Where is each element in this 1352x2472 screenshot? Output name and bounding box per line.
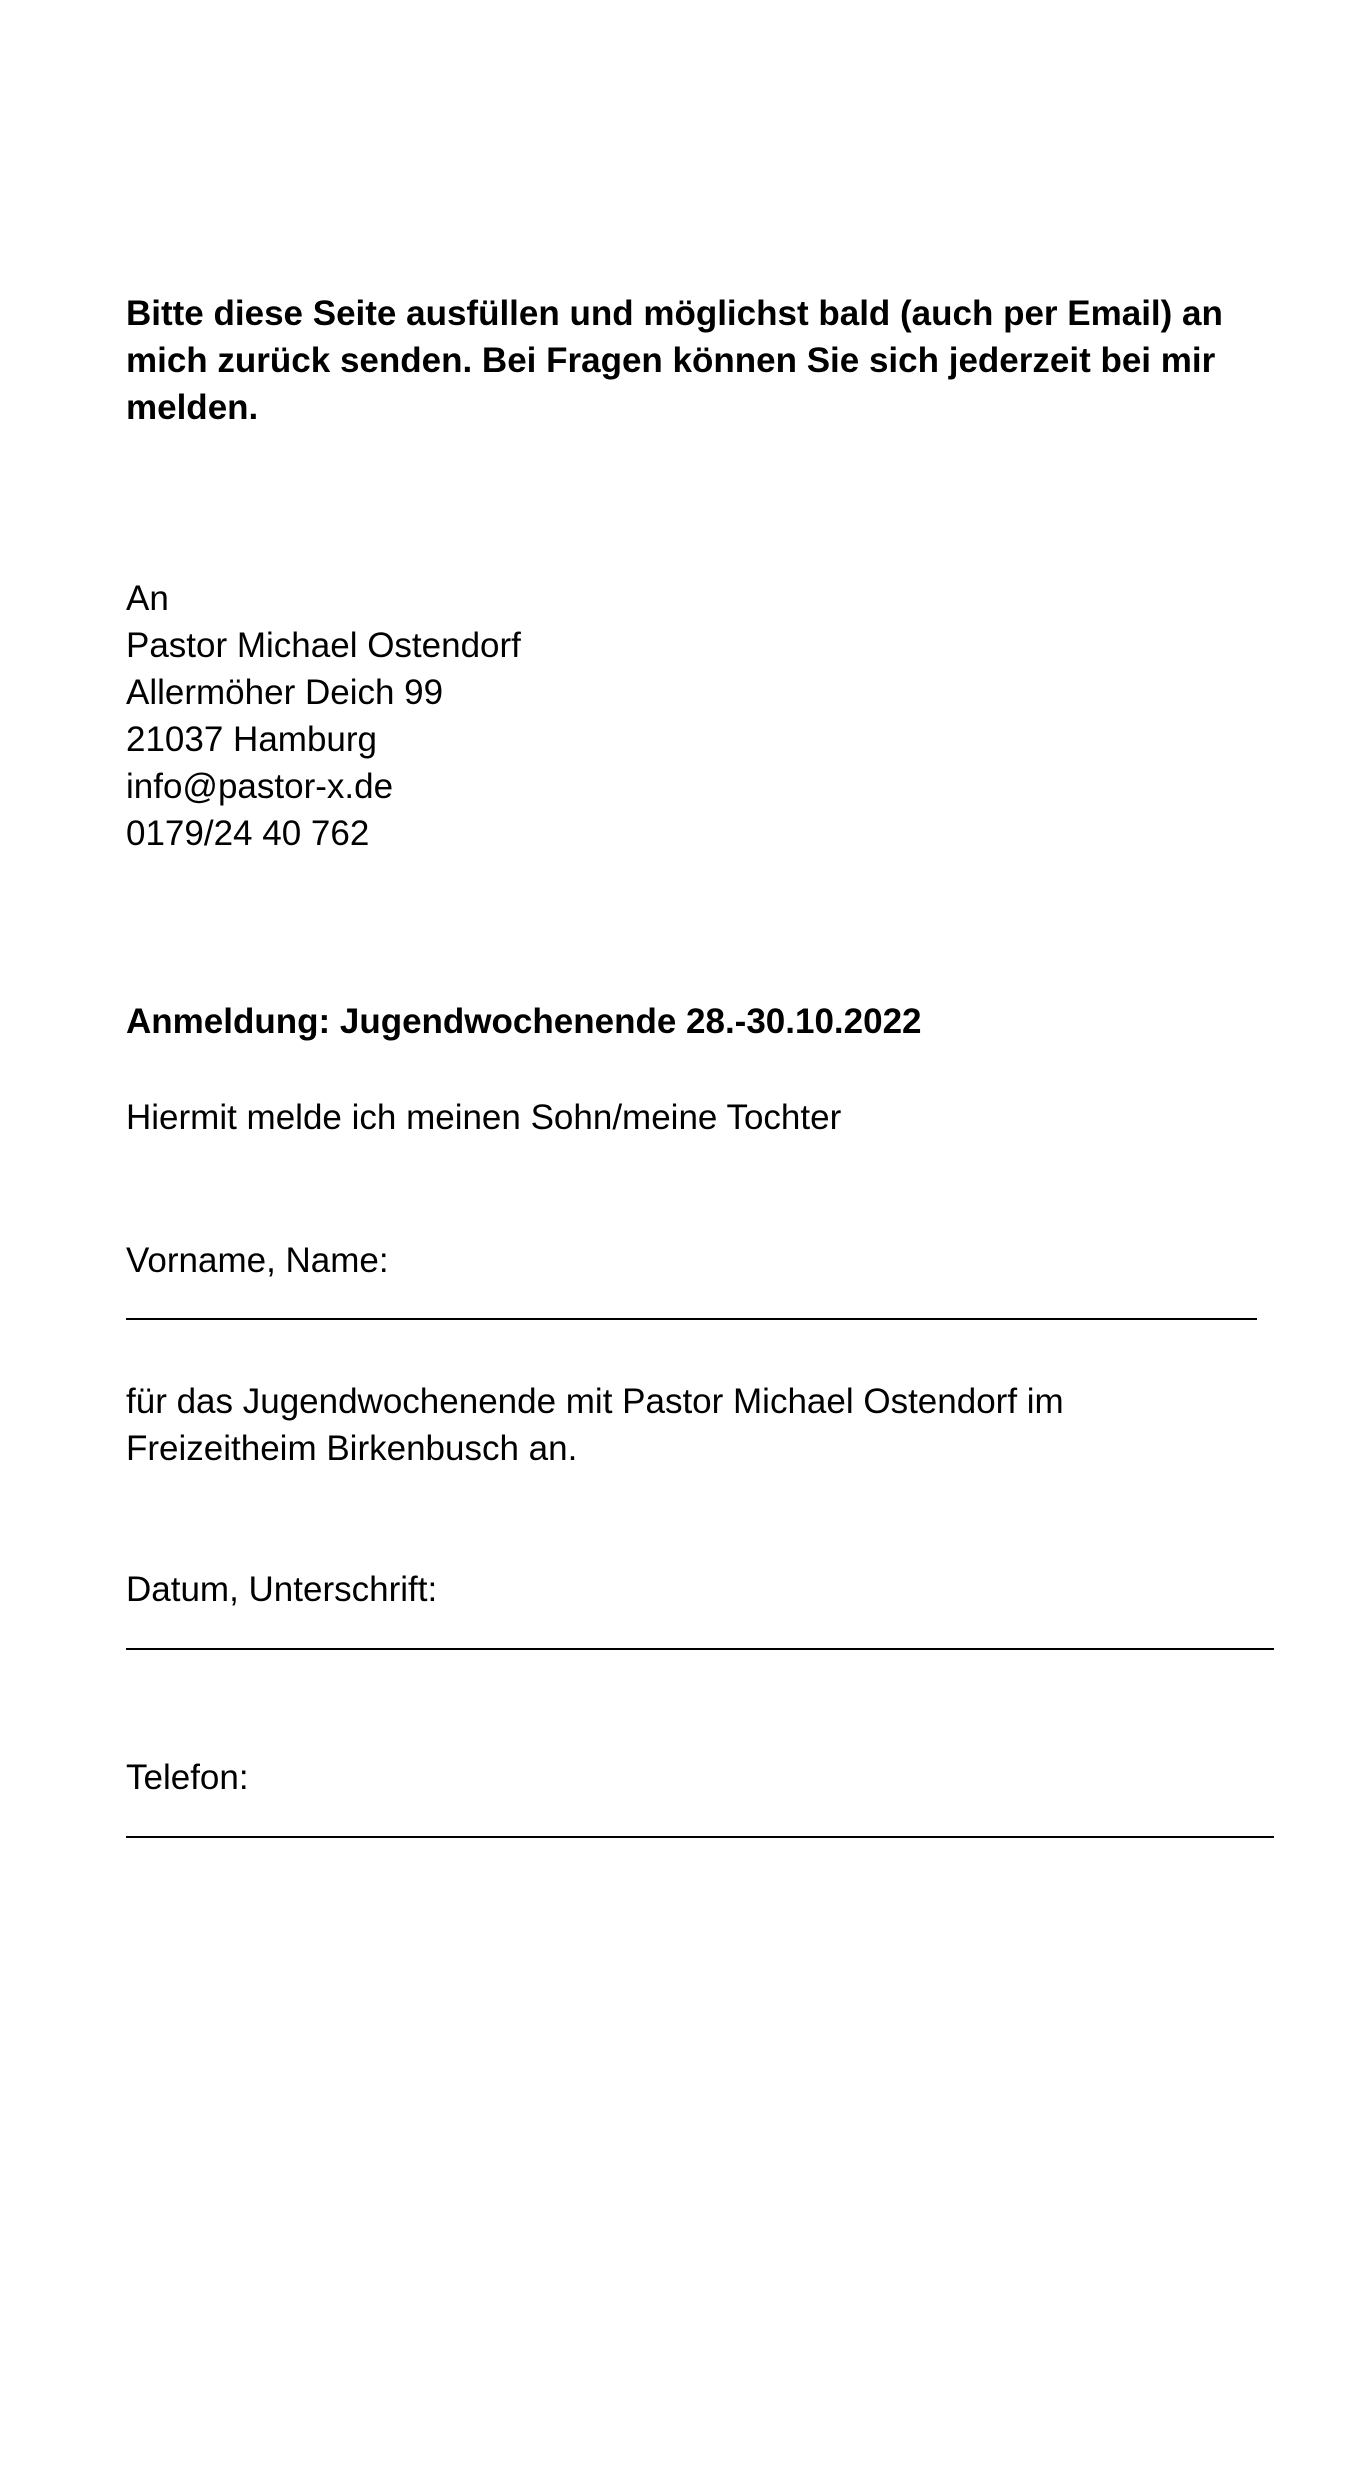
- address-line-phone: 0179/24 40 762: [126, 814, 370, 853]
- name-field-line[interactable]: [126, 1318, 1257, 1320]
- event-description-line-2: Freizeitheim Birkenbusch an.: [126, 1429, 578, 1468]
- form-heading: Anmeldung: Jugendwochenende 28.-30.10.2022: [126, 1002, 922, 1041]
- event-description-text: [126, 1378, 1276, 1472]
- address-line-city: 21037 Hamburg: [126, 720, 377, 759]
- registration-intro-text: Hiermit melde ich meinen Sohn/meine Tochter: [126, 1098, 842, 1137]
- instructions-text: Bitte diese Seite ausfüllen und möglichst bald (auch per Email) an mich zurück senden. Bei Fragen können Sie sich jederzeit bei mir melden.: [126, 294, 1223, 427]
- phone-field-line[interactable]: [126, 1836, 1274, 1838]
- address-line-salutation: An: [126, 579, 169, 618]
- address-line-email: info@pastor-x.de: [126, 767, 394, 806]
- name-field-label: Vorname, Name:: [126, 1241, 389, 1280]
- signature-field-label: Datum, Unterschrift:: [126, 1570, 438, 1609]
- recipient-address: [126, 575, 1276, 857]
- address-line-street: Allermöher Deich 99: [126, 673, 444, 712]
- phone-field-label: Telefon:: [126, 1758, 249, 1797]
- signature-field-line[interactable]: [126, 1648, 1274, 1650]
- event-description-line-1: für das Jugendwochenende mit Pastor Michael Ostendorf im: [126, 1382, 1064, 1421]
- address-line-name: Pastor Michael Ostendorf: [126, 626, 521, 665]
